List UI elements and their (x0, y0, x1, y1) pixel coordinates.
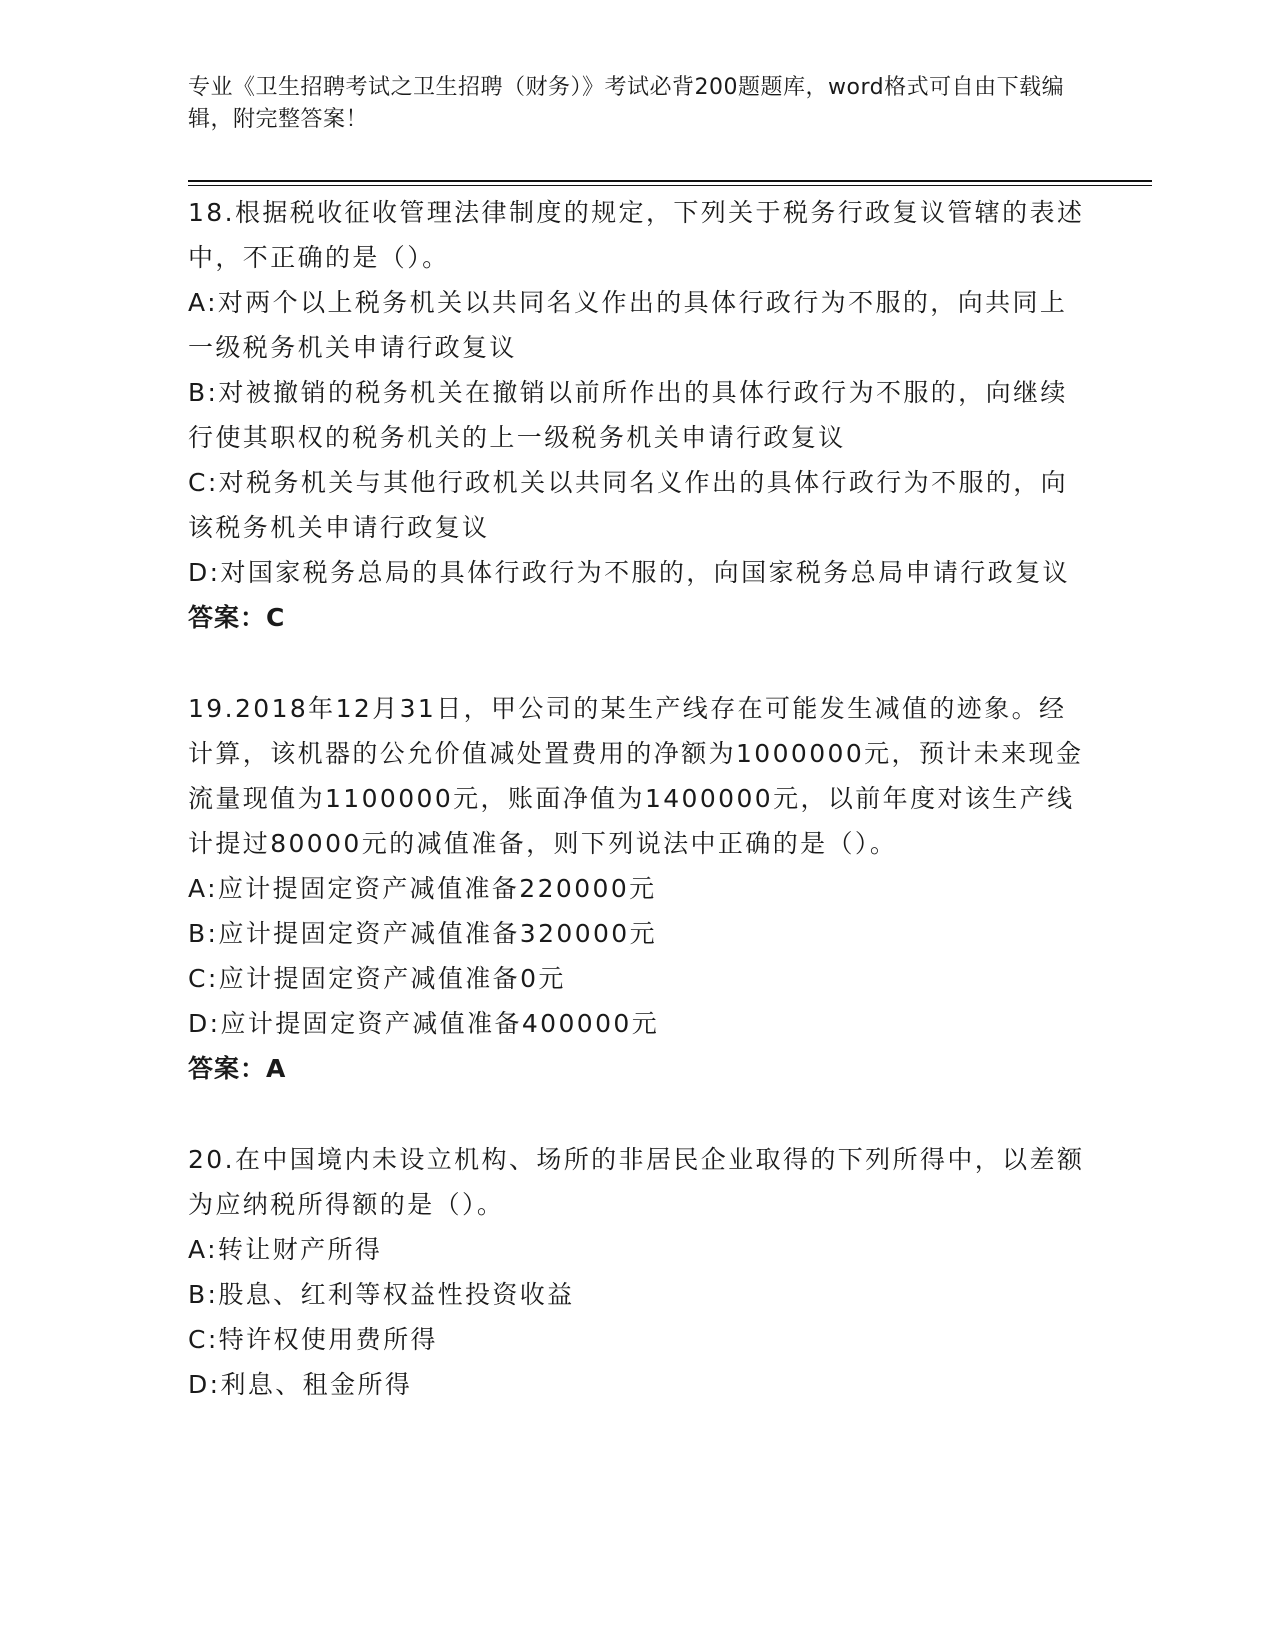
answer-line: 答案：A (188, 1054, 287, 1083)
option-d: D:利息、租金所得 (188, 1370, 413, 1399)
option-c: C:特许权使用费所得 (188, 1325, 438, 1354)
question-spacer (188, 1091, 1088, 1137)
option-a: A:对两个以上税务机关以共同名义作出的具体行政行为不服的，向共同上一级税务机关申请行政复议 (188, 288, 1068, 362)
option-c: C:对税务机关与其他行政机关以共同名义作出的具体行政行为不服的，向该税务机关申请行政复议 (188, 468, 1069, 542)
question-18 (188, 190, 1088, 640)
option-b: B:对被撤销的税务机关在撤销以前所作出的具体行政行为不服的，向继续行使其职权的税务机关的上一级税务机关申请行政复议 (188, 378, 1068, 452)
question-stem: 20.在中国境内未设立机构、场所的非居民企业取得的下列所得中，以差额为应纳税所得额的是（）。 (188, 1145, 1085, 1219)
question-stem: 19.2018年12月31日，甲公司的某生产线存在可能发生减值的迹象。经计算，该机器的公允价值减处置费用的净额为1000000元，预计未来现金流量现值为1100000元，账面净值为1400000元，以前年度对该生产线计提过80000元的减值准备，则下列说法中正确的是（）。 (188, 694, 1084, 858)
answer-line: 答案：C (188, 603, 286, 632)
option-d: D:应计提固定资产减值准备400000元 (188, 1009, 660, 1038)
question-20 (188, 1137, 1088, 1407)
header-divider-thick (188, 180, 1152, 182)
question-spacer (188, 640, 1088, 686)
option-d: D:对国家税务总局的具体行政行为不服的，向国家税务总局申请行政复议 (188, 558, 1070, 587)
option-a: A:转让财产所得 (188, 1235, 383, 1264)
question-list (188, 190, 1088, 1407)
document-header: 专业《卫生招聘考试之卫生招聘（财务）》考试必背200题题库，word格式可自由下载编辑，附完整答案！ (188, 75, 1065, 132)
option-b: B:应计提固定资产减值准备320000元 (188, 919, 658, 948)
header-divider-thin (188, 185, 1152, 186)
option-a: A:应计提固定资产减值准备220000元 (188, 874, 657, 903)
question-stem: 18.根据税收征收管理法律制度的规定，下列关于税务行政复议管辖的表述中，不正确的是（）。 (188, 198, 1085, 272)
option-b: B:股息、红利等权益性投资收益 (188, 1280, 575, 1309)
question-19 (188, 686, 1088, 1091)
option-c: C:应计提固定资产减值准备0元 (188, 964, 566, 993)
